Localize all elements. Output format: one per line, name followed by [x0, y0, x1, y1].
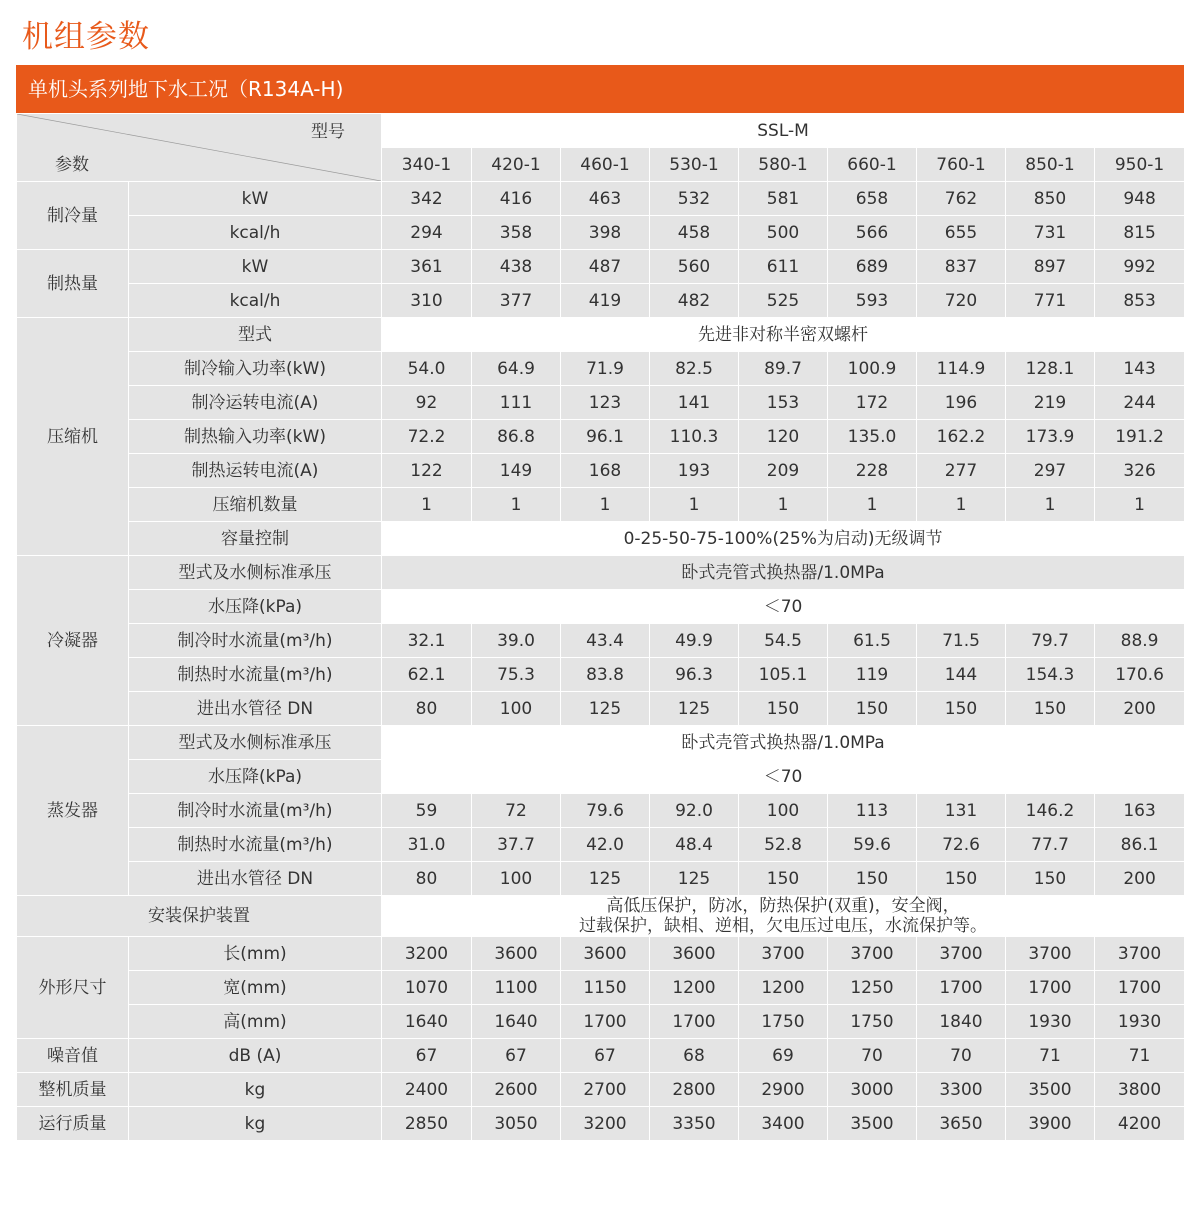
- cell: 146.2: [1006, 794, 1095, 828]
- cell: 80: [382, 692, 472, 726]
- cell: 398: [561, 216, 650, 250]
- cell: 150: [917, 692, 1006, 726]
- merged-cell: 卧式壳管式换热器/1.0MPa: [382, 726, 1185, 760]
- row-label: kg: [129, 1107, 382, 1141]
- merged-cell: 0-25-50-75-100%(25%为启动)无级调节: [382, 522, 1185, 556]
- table-row: [17, 522, 1185, 556]
- cell: 125: [561, 692, 650, 726]
- cell: 948: [1095, 182, 1185, 216]
- cell: 92.0: [650, 794, 739, 828]
- cell: 897: [1006, 250, 1095, 284]
- group-label-operating-weight: 运行质量: [17, 1107, 129, 1141]
- cell: 689: [828, 250, 917, 284]
- cell: 487: [561, 250, 650, 284]
- cell: 82.5: [650, 352, 739, 386]
- cell: 59: [382, 794, 472, 828]
- cell: 219: [1006, 386, 1095, 420]
- row-label: 制热时水流量(m³/h): [129, 658, 382, 692]
- cell: 3800: [1095, 1073, 1185, 1107]
- cell: 853: [1095, 284, 1185, 318]
- cell: 815: [1095, 216, 1185, 250]
- cell: 3650: [917, 1107, 1006, 1141]
- cell: 482: [650, 284, 739, 318]
- cell: 67: [382, 1039, 472, 1073]
- cell: 153: [739, 386, 828, 420]
- table-row: [17, 352, 1185, 386]
- series-name: SSL-M: [382, 114, 1185, 148]
- cell: 125: [650, 692, 739, 726]
- cell: 71.9: [561, 352, 650, 386]
- model-name: 760-1: [917, 148, 1006, 182]
- cell: 191.2: [1095, 420, 1185, 454]
- cell: 3500: [828, 1107, 917, 1141]
- cell: 3200: [561, 1107, 650, 1141]
- cell: 1: [917, 488, 1006, 522]
- model-name: 850-1: [1006, 148, 1095, 182]
- cell: 122: [382, 454, 472, 488]
- cell: 1750: [828, 1005, 917, 1039]
- cell: 771: [1006, 284, 1095, 318]
- cell: 75.3: [472, 658, 561, 692]
- table-row: [17, 1039, 1185, 1073]
- model-name: 530-1: [650, 148, 739, 182]
- cell: 3900: [1006, 1107, 1095, 1141]
- cell: 326: [1095, 454, 1185, 488]
- cell: 150: [828, 862, 917, 896]
- cell: 310: [382, 284, 472, 318]
- cell: 31.0: [382, 828, 472, 862]
- cell: 150: [739, 862, 828, 896]
- cell: 150: [1006, 692, 1095, 726]
- cell: 111: [472, 386, 561, 420]
- cell: 3700: [828, 937, 917, 971]
- cell: 762: [917, 182, 1006, 216]
- row-label: 制热运转电流(A): [129, 454, 382, 488]
- cell: 200: [1095, 862, 1185, 896]
- cell: 170.6: [1095, 658, 1185, 692]
- cell: 67: [472, 1039, 561, 1073]
- cell: 358: [472, 216, 561, 250]
- cell: 105.1: [739, 658, 828, 692]
- header-row-series: [17, 114, 1185, 148]
- cell: 113: [828, 794, 917, 828]
- row-label: 型式及水侧标准承压: [129, 556, 382, 590]
- cell: 71: [1006, 1039, 1095, 1073]
- row-label: kcal/h: [129, 216, 382, 250]
- cell: 1700: [650, 1005, 739, 1039]
- cell: 566: [828, 216, 917, 250]
- cell: 77.7: [1006, 828, 1095, 862]
- param-label: 参数: [55, 155, 89, 175]
- table-row: [17, 896, 1185, 937]
- cell: 83.8: [561, 658, 650, 692]
- cell: 125: [650, 862, 739, 896]
- cell: 141: [650, 386, 739, 420]
- table-row: [17, 658, 1185, 692]
- table-row: [17, 386, 1185, 420]
- cell: 2600: [472, 1073, 561, 1107]
- table-row: [17, 216, 1185, 250]
- model-label: 型号: [311, 122, 345, 142]
- cell: 419: [561, 284, 650, 318]
- cell: 96.3: [650, 658, 739, 692]
- cell: 52.8: [739, 828, 828, 862]
- cell: 89.7: [739, 352, 828, 386]
- cell: 1: [828, 488, 917, 522]
- table-row: [17, 862, 1185, 896]
- row-label: 进出水管径 DN: [129, 692, 382, 726]
- model-name: 460-1: [561, 148, 650, 182]
- row-label: 宽(mm): [129, 971, 382, 1005]
- cell: 1750: [739, 1005, 828, 1039]
- cell: 150: [917, 862, 1006, 896]
- cell: 3700: [917, 937, 1006, 971]
- table-row: [17, 624, 1185, 658]
- cell: 377: [472, 284, 561, 318]
- row-label: 制冷时水流量(m³/h): [129, 624, 382, 658]
- cell: 3600: [472, 937, 561, 971]
- cell: 154.3: [1006, 658, 1095, 692]
- row-label: 水压降(kPa): [129, 590, 382, 624]
- cell: 37.7: [472, 828, 561, 862]
- cell: 72: [472, 794, 561, 828]
- row-label: 型式: [129, 318, 382, 352]
- cell: 135.0: [828, 420, 917, 454]
- cell: 1930: [1006, 1005, 1095, 1039]
- row-label: 水压降(kPa): [129, 760, 382, 794]
- cell: 1250: [828, 971, 917, 1005]
- cell: 72.6: [917, 828, 1006, 862]
- cell: 458: [650, 216, 739, 250]
- cell: 3500: [1006, 1073, 1095, 1107]
- cell: 581: [739, 182, 828, 216]
- cell: 119: [828, 658, 917, 692]
- cell: 1: [382, 488, 472, 522]
- cell: 837: [917, 250, 1006, 284]
- cell: 532: [650, 182, 739, 216]
- table-row: [17, 1073, 1185, 1107]
- cell: 244: [1095, 386, 1185, 420]
- cell: 68: [650, 1039, 739, 1073]
- cell: 88.9: [1095, 624, 1185, 658]
- row-label: 高(mm): [129, 1005, 382, 1039]
- cell: 131: [917, 794, 1006, 828]
- cell: 200: [1095, 692, 1185, 726]
- cell: 655: [917, 216, 1006, 250]
- model-name: 950-1: [1095, 148, 1185, 182]
- cell: 86.8: [472, 420, 561, 454]
- cell: 992: [1095, 250, 1185, 284]
- row-label: 制冷输入功率(kW): [129, 352, 382, 386]
- protection-label: 安装保护装置: [17, 896, 382, 937]
- table-row: [17, 556, 1185, 590]
- cell: 120: [739, 420, 828, 454]
- protection-line: 过载保护，缺相、逆相，欠电压过电压，水流保护等。: [579, 916, 988, 936]
- cell: 1: [1006, 488, 1095, 522]
- group-label-dimensions: 外形尺寸: [17, 937, 129, 1039]
- cell: 342: [382, 182, 472, 216]
- cell: 416: [472, 182, 561, 216]
- row-label: 长(mm): [129, 937, 382, 971]
- cell: 720: [917, 284, 1006, 318]
- cell: 3700: [1095, 937, 1185, 971]
- cell: 1: [472, 488, 561, 522]
- cell: 1700: [561, 1005, 650, 1039]
- cell: 32.1: [382, 624, 472, 658]
- cell: 110.3: [650, 420, 739, 454]
- cell: 1840: [917, 1005, 1006, 1039]
- cell: 143: [1095, 352, 1185, 386]
- row-label: kW: [129, 182, 382, 216]
- cell: 1200: [650, 971, 739, 1005]
- cell: 1200: [739, 971, 828, 1005]
- cell: 67: [561, 1039, 650, 1073]
- cell: 64.9: [472, 352, 561, 386]
- cell: 100.9: [828, 352, 917, 386]
- table-row: [17, 794, 1185, 828]
- cell: 297: [1006, 454, 1095, 488]
- cell: 61.5: [828, 624, 917, 658]
- cell: 2700: [561, 1073, 650, 1107]
- cell: 294: [382, 216, 472, 250]
- cell: 3300: [917, 1073, 1006, 1107]
- cell: 209: [739, 454, 828, 488]
- model-name: 580-1: [739, 148, 828, 182]
- table-row: [17, 937, 1185, 971]
- group-label-compressor: 压缩机: [17, 318, 129, 556]
- cell: 96.1: [561, 420, 650, 454]
- table-row: [17, 971, 1185, 1005]
- spec-table: [16, 113, 1185, 1141]
- cell: 149: [472, 454, 561, 488]
- row-label: 压缩机数量: [129, 488, 382, 522]
- cell: 560: [650, 250, 739, 284]
- cell: 3600: [561, 937, 650, 971]
- cell: 525: [739, 284, 828, 318]
- cell: 500: [739, 216, 828, 250]
- cell: 54.0: [382, 352, 472, 386]
- cell: 70: [828, 1039, 917, 1073]
- table-row: [17, 590, 1185, 624]
- cell: 100: [472, 692, 561, 726]
- cell: 80: [382, 862, 472, 896]
- cell: 1150: [561, 971, 650, 1005]
- cell: 3350: [650, 1107, 739, 1141]
- cell: 3000: [828, 1073, 917, 1107]
- table-row: [17, 182, 1185, 216]
- cell: 1100: [472, 971, 561, 1005]
- row-label: dB (A): [129, 1039, 382, 1073]
- cell: 79.7: [1006, 624, 1095, 658]
- cell: 59.6: [828, 828, 917, 862]
- cell: 92: [382, 386, 472, 420]
- cell: 114.9: [917, 352, 1006, 386]
- cell: 1: [561, 488, 650, 522]
- cell: 71.5: [917, 624, 1006, 658]
- cell: 193: [650, 454, 739, 488]
- cell: 100: [739, 794, 828, 828]
- cell: 79.6: [561, 794, 650, 828]
- cell: 1: [650, 488, 739, 522]
- row-label: 制热输入功率(kW): [129, 420, 382, 454]
- cell: 48.4: [650, 828, 739, 862]
- cell: 163: [1095, 794, 1185, 828]
- cell: 438: [472, 250, 561, 284]
- cell: 123: [561, 386, 650, 420]
- cell: 463: [561, 182, 650, 216]
- row-label: 型式及水侧标准承压: [129, 726, 382, 760]
- merged-cell: ＜70: [382, 760, 1185, 794]
- merged-cell: 先进非对称半密双螺杆: [382, 318, 1185, 352]
- group-label-noise: 噪音值: [17, 1039, 129, 1073]
- table-row: [17, 454, 1185, 488]
- cell: 361: [382, 250, 472, 284]
- row-label: 进出水管径 DN: [129, 862, 382, 896]
- model-name: 420-1: [472, 148, 561, 182]
- cell: 1: [1095, 488, 1185, 522]
- cell: 3700: [1006, 937, 1095, 971]
- cell: 2850: [382, 1107, 472, 1141]
- cell: 71: [1095, 1039, 1185, 1073]
- group-label-evaporator: 蒸发器: [17, 726, 129, 896]
- cell: 125: [561, 862, 650, 896]
- protection-line: 高低压保护，防冰，防热保护(双重)，安全阀，: [606, 896, 960, 916]
- cell: 54.5: [739, 624, 828, 658]
- cell: 2900: [739, 1073, 828, 1107]
- cell: 3400: [739, 1107, 828, 1141]
- cell: 731: [1006, 216, 1095, 250]
- table-row: [17, 760, 1185, 794]
- cell: 168: [561, 454, 650, 488]
- table-banner: 单机头系列地下水工况（R134A-H): [16, 65, 1184, 113]
- cell: 3600: [650, 937, 739, 971]
- table-row: [17, 318, 1185, 352]
- cell: 1640: [382, 1005, 472, 1039]
- cell: 277: [917, 454, 1006, 488]
- cell: 228: [828, 454, 917, 488]
- cell: 39.0: [472, 624, 561, 658]
- protection-value: [382, 896, 1185, 937]
- cell: 850: [1006, 182, 1095, 216]
- header-diagonal-cell: [17, 114, 382, 182]
- cell: 49.9: [650, 624, 739, 658]
- cell: 43.4: [561, 624, 650, 658]
- cell: 1700: [1095, 971, 1185, 1005]
- table-row: [17, 488, 1185, 522]
- cell: 162.2: [917, 420, 1006, 454]
- cell: 144: [917, 658, 1006, 692]
- table-row: [17, 250, 1185, 284]
- table-row: [17, 692, 1185, 726]
- cell: 42.0: [561, 828, 650, 862]
- cell: 1930: [1095, 1005, 1185, 1039]
- cell: 150: [739, 692, 828, 726]
- cell: 1700: [1006, 971, 1095, 1005]
- group-label-weight: 整机质量: [17, 1073, 129, 1107]
- cell: 196: [917, 386, 1006, 420]
- cell: 62.1: [382, 658, 472, 692]
- cell: 2800: [650, 1073, 739, 1107]
- cell: 128.1: [1006, 352, 1095, 386]
- table-row: [17, 726, 1185, 760]
- merged-cell: 卧式壳管式换热器/1.0MPa: [382, 556, 1185, 590]
- cell: 4200: [1095, 1107, 1185, 1141]
- row-label: kg: [129, 1073, 382, 1107]
- cell: 658: [828, 182, 917, 216]
- row-label: 容量控制: [129, 522, 382, 556]
- cell: 100: [472, 862, 561, 896]
- cell: 611: [739, 250, 828, 284]
- cell: 3050: [472, 1107, 561, 1141]
- cell: 70: [917, 1039, 1006, 1073]
- cell: 173.9: [1006, 420, 1095, 454]
- model-name: 660-1: [828, 148, 917, 182]
- cell: 593: [828, 284, 917, 318]
- cell: 2400: [382, 1073, 472, 1107]
- cell: 3700: [739, 937, 828, 971]
- cell: 1700: [917, 971, 1006, 1005]
- table-row: [17, 1005, 1185, 1039]
- cell: 1640: [472, 1005, 561, 1039]
- page-title: 机组参数: [22, 19, 150, 55]
- table-row: [17, 420, 1185, 454]
- cell: 69: [739, 1039, 828, 1073]
- row-label: 制热时水流量(m³/h): [129, 828, 382, 862]
- merged-cell: ＜70: [382, 590, 1185, 624]
- cell: 3200: [382, 937, 472, 971]
- cell: 86.1: [1095, 828, 1185, 862]
- row-label: kW: [129, 250, 382, 284]
- row-label: 制冷时水流量(m³/h): [129, 794, 382, 828]
- table-row: [17, 284, 1185, 318]
- row-label: 制冷运转电流(A): [129, 386, 382, 420]
- row-label: kcal/h: [129, 284, 382, 318]
- group-label-condenser: 冷凝器: [17, 556, 129, 726]
- cell: 72.2: [382, 420, 472, 454]
- cell: 1: [739, 488, 828, 522]
- cell: 150: [828, 692, 917, 726]
- group-label-cooling: 制冷量: [17, 182, 129, 250]
- table-row: [17, 828, 1185, 862]
- group-label-heating: 制热量: [17, 250, 129, 318]
- cell: 1070: [382, 971, 472, 1005]
- table-row: [17, 1107, 1185, 1141]
- cell: 172: [828, 386, 917, 420]
- cell: 150: [1006, 862, 1095, 896]
- model-name: 340-1: [382, 148, 472, 182]
